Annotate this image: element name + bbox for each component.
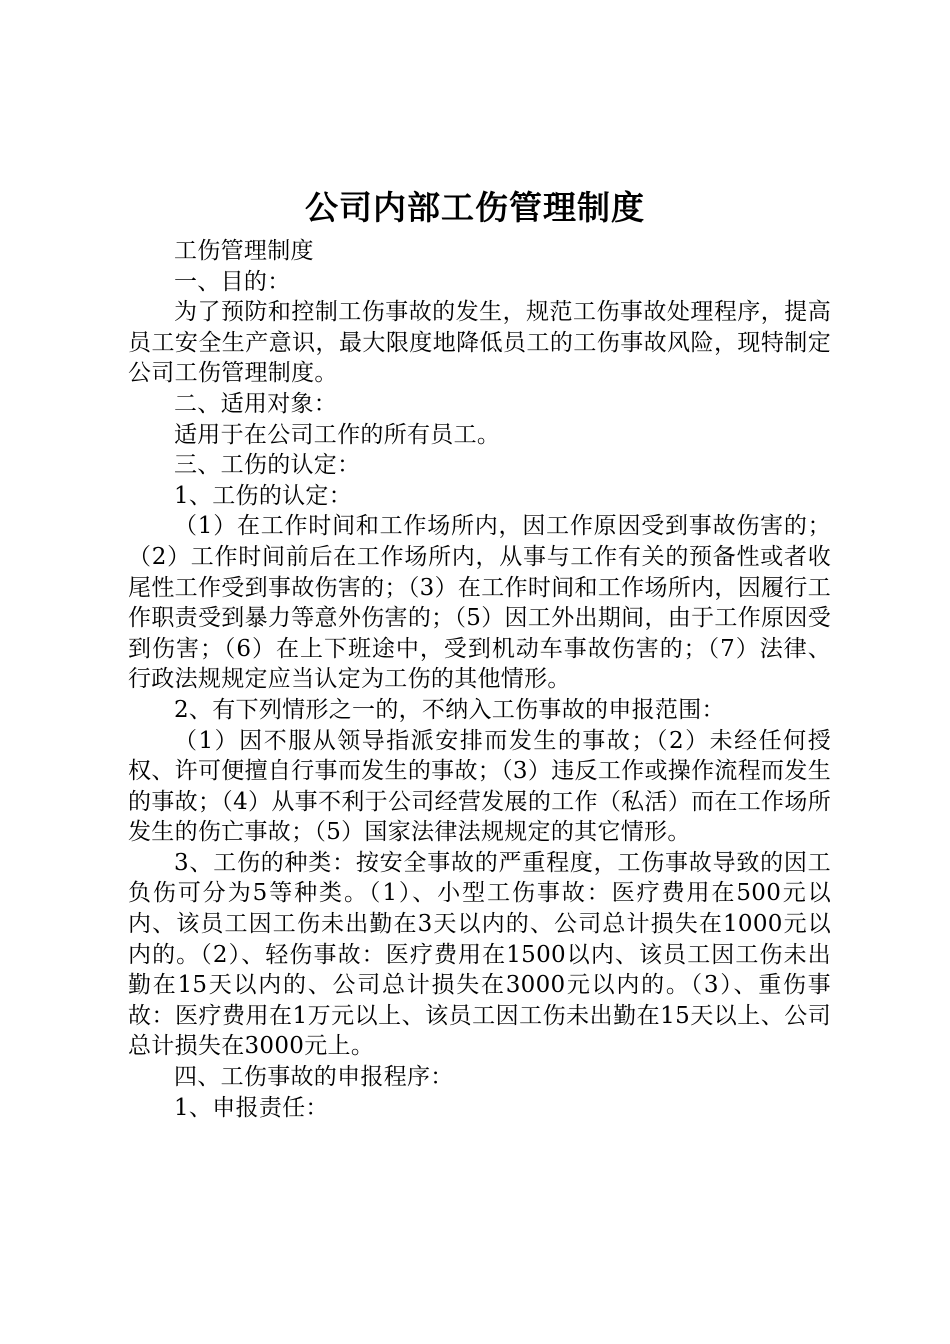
paragraph-heading-system: 工伤管理制度: [174, 238, 314, 264]
paragraph-subsection-responsibility: 1、申报责任：: [174, 1094, 329, 1121]
document-title: 公司内部工伤管理制度: [305, 188, 645, 227]
paragraph-purpose-text: 为了预防和控制工伤事故的发生，规范工伤事故处理程序，提高员工安全生产意识，最大限度地降低员工的工伤事故风险，现特制定公司工伤管理制度。: [128, 299, 831, 387]
paragraph-section-purpose: 一、目的：: [174, 268, 291, 295]
paragraph-subsection-exclusions: 2、有下列情形之一的，不纳入工伤事故的申报范围：: [174, 696, 725, 723]
paragraph-scope-text: 适用于在公司工作的所有员工。: [174, 421, 501, 448]
paragraph-section-reporting: 四、工伤事故的申报程序：: [174, 1064, 454, 1091]
document-body: [128, 236, 831, 1123]
paragraph-subsection-identification: 1、工伤的认定：: [174, 482, 353, 509]
paragraph-exclusion-cases: （1）因不服从领导指派安排而发生的事故；（2）未经任何授权、许可便擅自行事而发生的事故；（3）违反工作或操作流程而发生的事故；（4）从事不利于公司经营发展的工作（私活）而在工作场所发生的伤亡事故；（5）国家法律法规规定的其它情形。: [128, 727, 831, 846]
paragraph-injury-types: 3、工伤的种类：按安全事故的严重程度，工伤事故导致的因工负伤可分为5等种类。（1）、小型工伤事故：医疗费用在500元以内、该员工因工伤未出勤在3天以内的、公司总计损失在1000元以内的。（2）、轻伤事故：医疗费用在1500以内、该员工因工伤未出勤在15天以内的、公司总计损失在3000元以内的。（3）、重伤事故：医疗费用在1万元以上、该员工因工伤未出勤在15天以上、公司总计损失在3000元上。: [128, 849, 831, 1060]
paragraph-section-identification: 三、工伤的认定：: [174, 452, 361, 479]
paragraph-section-scope: 二、适用对象：: [174, 390, 338, 417]
paragraph-identification-cases: （1）在工作时间和工作场所内，因工作原因受到事故伤害的；（2）工作时间前后在工作场所内，从事与工作有关的预备性或者收尾性工作受到事故伤害的；（3）在工作时间和工作场所内，因履行工作职责受到暴力等意外伤害的；（5）因工外出期间，由于工作原因受到伤害；（6）在上下班途中，受到机动车事故伤害的；（7）法律、行政法规规定应当认定为工伤的其他情形。: [128, 513, 831, 693]
